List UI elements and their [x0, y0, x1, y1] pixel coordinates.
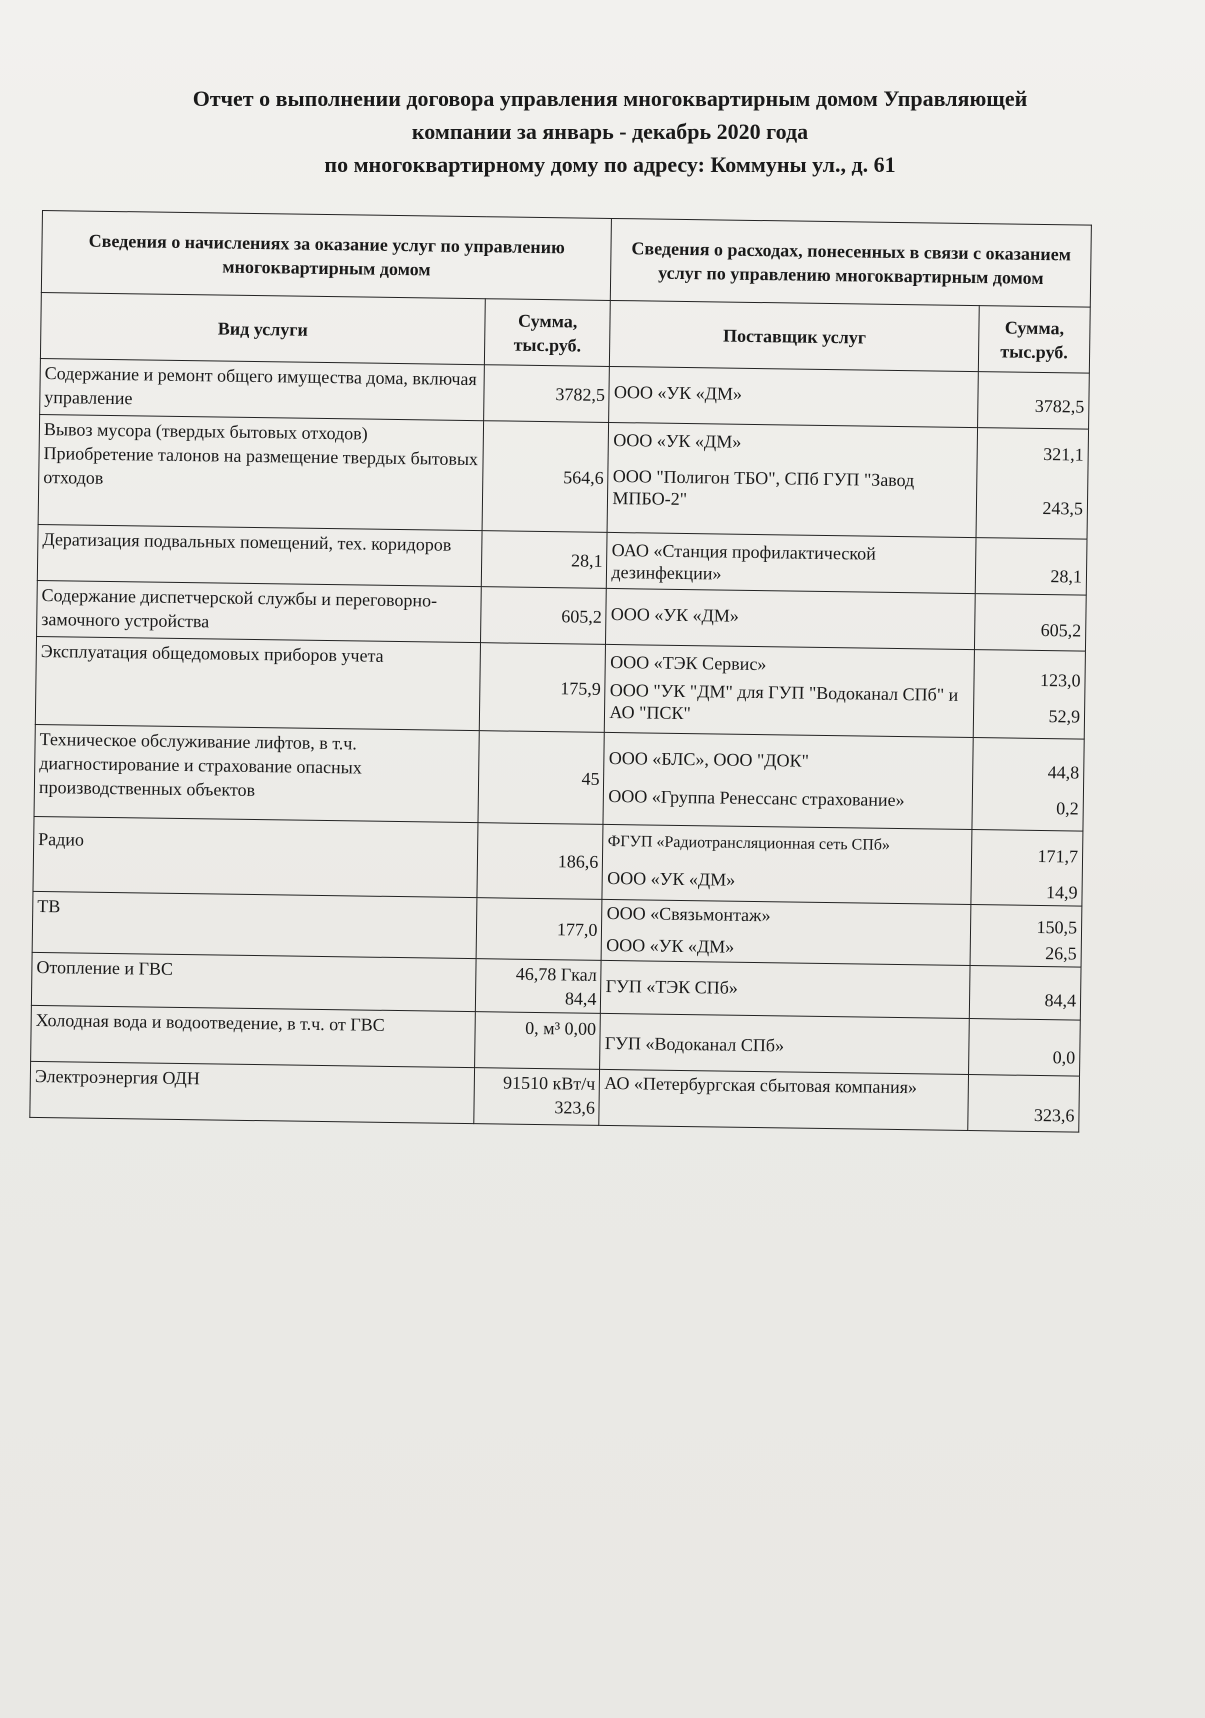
supplier-name: ООО «Связьмонтаж» — [606, 902, 771, 926]
supplier-amount-cell — [968, 1019, 1080, 1077]
service-name: Холодная вода и водоотведение, в т.ч. от ГВС — [31, 1005, 476, 1067]
supplier-name: ООО «УК «ДМ» — [607, 867, 736, 890]
supplier-name: ОАО «Станция профилактической дезинфекции» — [611, 539, 876, 584]
supplier-name: ФГУП «Радиотрансляционная сеть СПб» — [607, 832, 891, 854]
supplier-cell — [607, 532, 976, 593]
service-amount: 28,1 — [481, 531, 607, 589]
supplier-amount-cell — [971, 830, 1083, 907]
service-name: Радио — [33, 816, 478, 897]
supplier-name: ООО «УК «ДМ» — [610, 603, 740, 626]
supplier-cell — [609, 366, 978, 427]
col-service: Вид услуги — [40, 292, 485, 364]
supplier-cell — [605, 644, 975, 737]
table-row — [38, 414, 1088, 539]
supplier-name: ООО «УК «ДМ» — [613, 382, 743, 404]
service-amount: 84,4 — [564, 988, 597, 1009]
supplier-amount: 28,1 — [1050, 566, 1083, 587]
supplier-name: ООО «ТЭК Сервис» — [610, 651, 767, 675]
service-name: ТВ — [32, 891, 477, 958]
service-amount: 605,2 — [481, 587, 607, 645]
supplier-name: ООО «Группа Ренессанс страхование» — [608, 785, 905, 811]
service-quantity: 46,78 Гкал — [515, 963, 597, 985]
service-amount: 45 — [478, 731, 605, 825]
supplier-cell — [599, 1069, 968, 1130]
supplier-amount: 0,2 — [1056, 798, 1079, 819]
supplier-amount-cell — [975, 538, 1087, 596]
supplier-amount: 52,9 — [1048, 706, 1081, 727]
service-amount: 177,0 — [476, 898, 602, 961]
supplier-cell — [606, 588, 975, 649]
supplier-amount-cell — [972, 738, 1084, 832]
table-row — [35, 636, 1085, 739]
service-name: Дератизация подвальных помещений, тех. коридоров — [37, 524, 482, 586]
supplier-cell — [603, 732, 973, 829]
header-charges: Сведения о начислениях за оказание услуг по управлению многоквартирным домом — [41, 211, 612, 301]
supplier-name: ООО "УК "ДМ" для ГУП "Водоканал СПб" и АО "ПСК" — [609, 679, 959, 724]
service-name: Отопление и ГВС — [31, 952, 476, 1011]
title-line-2: компании за январь - декабрь 2020 года — [411, 119, 809, 144]
service-amount: 564,6 — [482, 421, 609, 533]
supplier-amount: 44,8 — [1047, 762, 1080, 783]
supplier-cell — [602, 824, 972, 904]
supplier-amount: 171,7 — [1037, 845, 1079, 867]
service-name: Вывоз мусора (твердых бытовых отходов) Приобретение талонов на размещение твердых бытовых отходов — [38, 414, 483, 530]
service-name: Содержание диспетчерской службы и переговорно-замочного устройства — [37, 580, 482, 642]
supplier-amount: 3782,5 — [1034, 395, 1085, 417]
service-name: Техническое обслуживание лифтов, в т.ч. диагностирование и страхование опасных производственных объектов — [34, 724, 479, 822]
report-table — [29, 210, 1092, 1133]
title-line-1: Отчет о выполнении договора управления многоквартирным домом Управляющей — [192, 86, 1028, 111]
supplier-amount: 0,0 — [1052, 1047, 1076, 1068]
supplier-amount-cell — [970, 905, 1082, 968]
supplier-cell — [600, 1013, 969, 1074]
service-amount: 0, м³ 0,00 — [475, 1012, 601, 1070]
supplier-name: ООО "Полигон ТБО", СПб ГУП "Завод МПБО-2" — [612, 465, 915, 510]
supplier-amount: 26,5 — [1045, 943, 1077, 964]
header-expenses: Сведения о расходах, понесенных в связи с оказанием услуг по управлению многоквартирным домом — [611, 218, 1092, 307]
document-title — [110, 82, 1110, 181]
service-amount: 186,6 — [477, 823, 603, 900]
supplier-amount: 14,9 — [1045, 882, 1078, 903]
supplier-amount: 84,4 — [1044, 990, 1077, 1011]
supplier-name: ООО «БЛС», ООО "ДОК" — [608, 747, 810, 771]
supplier-amount-cell — [973, 650, 1085, 740]
service-amount: 175,9 — [479, 643, 606, 733]
supplier-amount-cell — [968, 1075, 1080, 1133]
table-header-row — [41, 211, 1091, 308]
service-name: Эксплуатация общедомовых приборов учета — [35, 636, 480, 730]
service-amount-cell — [474, 1068, 600, 1126]
supplier-amount: 605,2 — [1040, 619, 1082, 641]
supplier-amount-cell — [976, 428, 1089, 540]
supplier-amount: 323,6 — [1033, 1104, 1075, 1126]
title-line-3: по многоквартирному дому по адресу: Коммуны ул., д. 61 — [324, 152, 896, 177]
supplier-amount: 123,0 — [1039, 669, 1081, 691]
supplier-cell — [602, 899, 971, 965]
supplier-cell — [601, 960, 970, 1018]
supplier-amount: 321,1 — [1043, 444, 1084, 465]
supplier-amount-cell — [978, 372, 1090, 430]
supplier-name: ООО «УК «ДМ» — [613, 429, 742, 452]
supplier-amount: 150,5 — [1036, 916, 1078, 938]
supplier-amount-cell — [974, 594, 1086, 652]
supplier-cell — [607, 422, 977, 537]
supplier-amount: 243,5 — [1042, 497, 1084, 519]
service-amount: 3782,5 — [484, 365, 610, 423]
service-name: Электроэнергия ОДН — [30, 1061, 475, 1123]
table-row — [34, 724, 1084, 831]
supplier-name: ООО «УК «ДМ» — [606, 934, 735, 957]
service-amount: 323,6 — [554, 1097, 596, 1118]
col-supplier: Поставщик услуг — [610, 300, 979, 371]
supplier-amount-cell — [969, 966, 1081, 1021]
service-quantity: 91510 кВт/ч — [502, 1072, 596, 1094]
supplier-name: АО «Петербургская сбытовая компания» — [604, 1072, 918, 1098]
service-name: Содержание и ремонт общего имущества дома, включая управление — [40, 358, 485, 420]
supplier-name: ГУП «Водоканал СПб» — [604, 1032, 785, 1056]
col-sum-left: Сумма, тыс.руб. — [484, 299, 610, 367]
service-amount-cell — [475, 959, 601, 1014]
col-sum-right: Сумма, тыс.руб. — [978, 306, 1090, 374]
supplier-name: ГУП «ТЭК СПб» — [605, 975, 738, 998]
